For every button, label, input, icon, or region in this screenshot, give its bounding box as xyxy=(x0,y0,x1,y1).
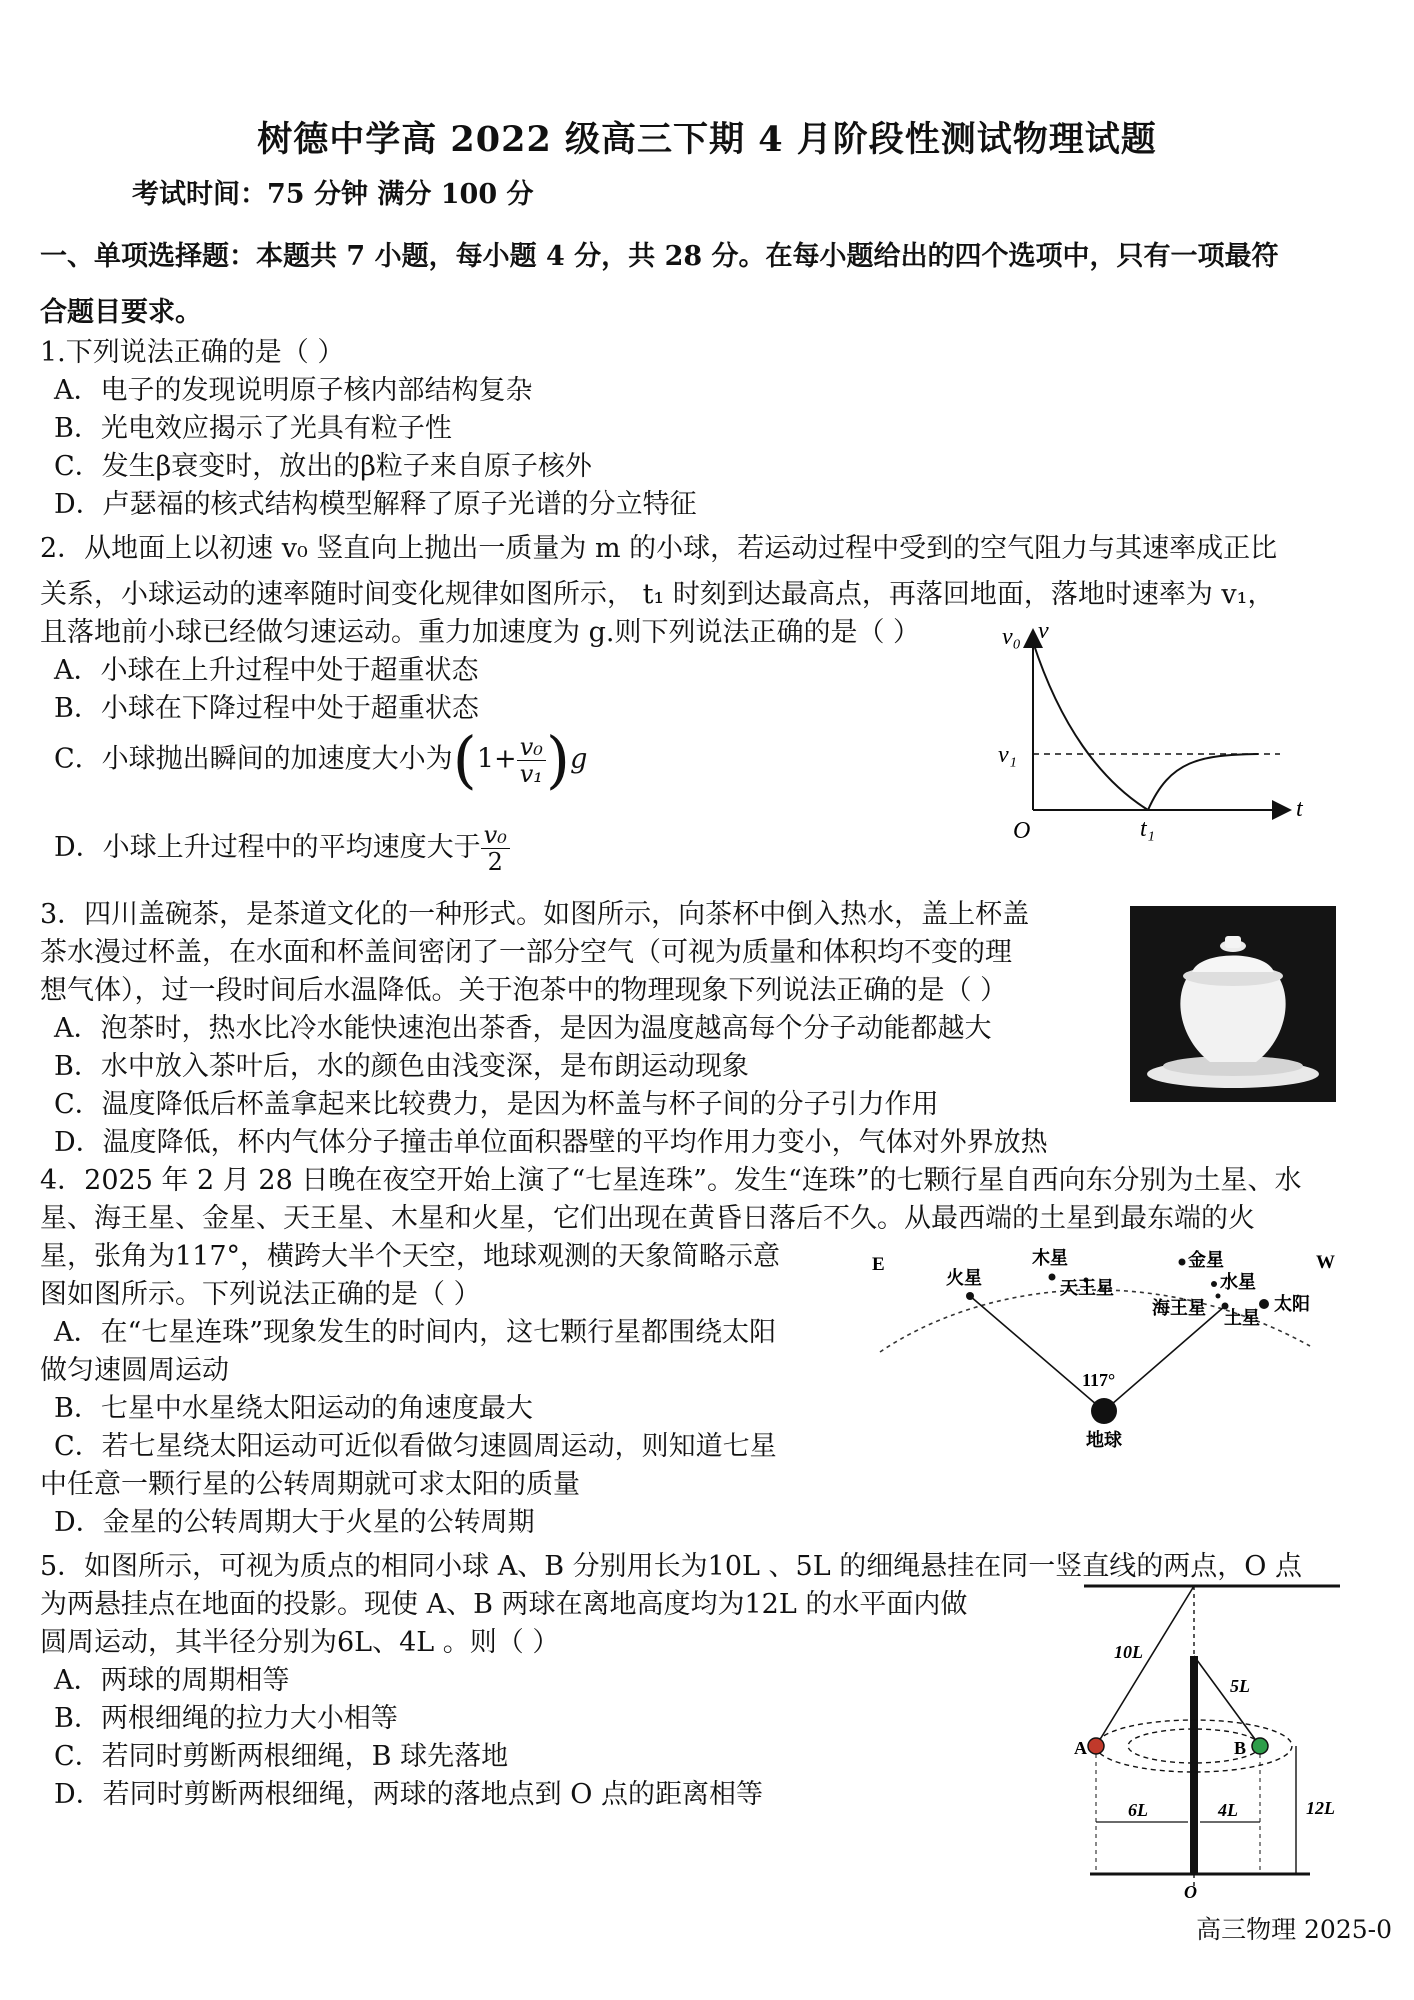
q4-option-d: D．金星的公转周期大于火星的公转周期 xyxy=(54,1507,535,1538)
sight-line-saturn xyxy=(1104,1306,1225,1411)
ball-a xyxy=(1088,1738,1104,1754)
label-origin: O xyxy=(1013,818,1031,844)
q4-stem-line2: 星、海王星、金星、天王星、木星和火星，它们出现在黄昏日落后不久。从最西端的土星到最东端的火 xyxy=(40,1203,1255,1234)
label-t1: t₁ xyxy=(1140,816,1156,842)
q2-option-d-denominator: 2 xyxy=(487,848,503,876)
q4-stem-line4: 图如图所示。下列说法正确的是（ ） xyxy=(40,1279,481,1310)
q1-option-b: B．光电效应揭示了光具有粒子性 xyxy=(54,413,452,444)
tea-cup-photo xyxy=(1130,906,1336,1102)
q1-option-a: A．电子的发现说明原子核内部结构复杂 xyxy=(54,375,533,406)
label-angle: 117° xyxy=(1082,1370,1116,1390)
q3-option-c: C．温度降低后杯盖拿起来比较费力，是因为杯盖与杯子间的分子引力作用 xyxy=(54,1089,939,1120)
q5-option-d: D．若同时剪断两根细绳，两球的落地点到 O 点的距离相等 xyxy=(54,1779,763,1810)
label-v0: v₀ xyxy=(1002,624,1021,650)
page-title: 树德中学高 2022 级高三下期 4 月阶段性测试物理试题 xyxy=(257,119,1157,160)
q5-stem-line3: 圆周运动，其半径分别为6L、4L 。则（ ） xyxy=(40,1627,560,1658)
label-sun: 太阳 xyxy=(1274,1294,1310,1315)
label-b: B xyxy=(1234,1738,1247,1758)
q2-option-c: C．小球抛出瞬间的加速度大小为(1+ $\frac{\text{v₀}}{\text{v₁}}$ )g xyxy=(54,723,588,796)
neptune-dot xyxy=(1216,1294,1221,1299)
exam-info: 考试时间：75 分钟 满分 100 分 xyxy=(132,179,534,210)
label-10l: 10L xyxy=(1114,1642,1143,1662)
q3-option-d: D．温度降低，杯内气体分子撞击单位面积器壁的平均作用力变小，气体对外界放热 xyxy=(54,1127,1048,1158)
label-o: O xyxy=(1184,1882,1197,1902)
q2-option-c-text: C．小球抛出瞬间的加速度大小为 xyxy=(54,743,453,775)
q4-option-a: A．在“七星连珠”现象发生的时间内，这七颗行星都围绕太阳 xyxy=(54,1317,777,1348)
q1-option-c: C．发生β衰变时，放出的β粒子来自原子核外 xyxy=(54,451,592,482)
q5-stem-line1: 5．如图所示，可视为质点的相同小球 A、B 分别用长为10L 、5L 的细绳悬挂在同一竖直线的两点，O 点 xyxy=(40,1551,1302,1582)
mars-dot xyxy=(966,1292,974,1300)
q4-stem-line1: 4．2025 年 2 月 28 日晚在夜空开始上演了“七星连珠”。发生“连珠”的七颗行星自西向东分别为土星、水 xyxy=(40,1165,1302,1196)
label-5l: 5L xyxy=(1230,1676,1250,1696)
label-west: W xyxy=(1316,1252,1335,1273)
q2-option-a: A．小球在上升过程中处于超重状态 xyxy=(54,655,479,686)
q2-option-d-text: D．小球上升过程中的平均速度大于 xyxy=(54,832,481,863)
label-jupiter: 木星 xyxy=(1032,1248,1068,1269)
q2-option-d xyxy=(54,822,510,875)
label-mars: 火星 xyxy=(946,1268,982,1289)
q5-option-a: A．两球的周期相等 xyxy=(54,1665,290,1696)
velocity-time-graph xyxy=(990,620,1320,850)
q5-option-c: C．若同时剪断两根细绳，B 球先落地 xyxy=(54,1741,509,1772)
pole xyxy=(1190,1656,1198,1874)
ball-b xyxy=(1252,1738,1268,1754)
q3-stem-line1: 3．四川盖碗茶，是茶道文化的一种形式。如图所示，向茶杯中倒入热水，盖上杯盖 xyxy=(40,899,1030,930)
up-curve xyxy=(1033,642,1148,810)
mercury-dot xyxy=(1211,1281,1217,1287)
q1-stem: 1.下列说法正确的是（ ） xyxy=(40,337,345,368)
q4-option-c-cont: 中任意一颗行星的公转周期就可求太阳的质量 xyxy=(40,1469,580,1500)
q3-option-b: B．水中放入茶叶后，水的颜色由浅变深，是布朗运动现象 xyxy=(54,1051,749,1082)
q2-stem-line3: 且落地前小球已经做匀速运动。重力加速度为 g.则下列说法正确的是（ ） xyxy=(40,617,921,648)
label-venus: 金星 xyxy=(1188,1250,1224,1271)
planet-alignment-figure xyxy=(870,1244,1350,1454)
q2-option-c-fraction xyxy=(517,734,546,787)
q2-option-d-numerator: v₀ xyxy=(481,822,510,849)
rope-a xyxy=(1096,1586,1194,1746)
q3-option-a: A．泡茶时，热水比冷水能快速泡出茶香，是因为温度越高每个分子动能都越大 xyxy=(54,1013,992,1044)
label-uranus: 天王星 xyxy=(1060,1278,1114,1299)
q4-option-b: B．七星中水星绕太阳运动的角速度最大 xyxy=(54,1393,533,1424)
earth-dot xyxy=(1091,1398,1117,1424)
q2-stem-line1: 2．从地面上以初速 v₀ 竖直向上抛出一质量为 m 的小球，若运动过程中受到的空气阻力与其速率成正比 xyxy=(40,533,1278,564)
q2-option-c-denominator: v₁ xyxy=(519,759,543,788)
rope-b xyxy=(1194,1656,1260,1746)
q5-option-b: B．两根细绳的拉力大小相等 xyxy=(54,1703,398,1734)
q2-option-d-fraction xyxy=(481,822,510,875)
q2-option-c-g: g xyxy=(570,743,588,775)
label-mercury: 水星 xyxy=(1220,1272,1256,1293)
sight-line-mars xyxy=(970,1296,1104,1411)
label-east: E xyxy=(872,1254,885,1275)
page-footer: 高三物理 2025-0 xyxy=(1196,1915,1392,1944)
section-heading-cont: 合题目要求。 xyxy=(40,297,202,328)
section-heading: 一、单项选择题：本题共 7 小题，每小题 4 分，共 28 分。在每小题给出的四个选项中，只有一项最符 xyxy=(40,241,1279,272)
label-4l: 4L xyxy=(1218,1800,1238,1820)
q1-option-d: D．卢瑟福的核式结构模型解释了原子光谱的分立特征 xyxy=(54,489,697,520)
q2-option-c-one: 1+ xyxy=(476,743,517,775)
q4-stem-line3: 星，张角为117°，横跨大半个天空，地球观测的天象简略示意 xyxy=(40,1241,781,1272)
q2-option-c-numerator: v₀ xyxy=(517,734,546,761)
sun-dot xyxy=(1259,1299,1269,1309)
label-12l: 12L xyxy=(1306,1798,1335,1818)
q4-option-c: C．若七星绕太阳运动可近似看做匀速圆周运动，则知道七星 xyxy=(54,1431,777,1462)
q5-stem-line2: 为两悬挂点在地面的投影。现使 A、B 两球在离地高度均为12L 的水平面内做 xyxy=(40,1589,968,1620)
down-curve xyxy=(1148,754,1258,810)
jupiter-dot xyxy=(1049,1274,1056,1281)
venus-dot xyxy=(1179,1259,1186,1266)
label-v: v xyxy=(1038,620,1049,644)
q2-option-b: B．小球在下降过程中处于超重状态 xyxy=(54,693,479,724)
label-t: t xyxy=(1296,796,1303,822)
q3-stem-line2: 茶水漫过杯盖，在水面和杯盖间密闭了一部分空气（可视为质量和体积均不变的理 xyxy=(40,937,1012,968)
label-saturn: 土星 xyxy=(1224,1308,1260,1329)
q4-option-a-cont: 做匀速圆周运动 xyxy=(40,1355,229,1386)
label-6l: 6L xyxy=(1128,1800,1148,1820)
label-neptune: 海王星 xyxy=(1152,1298,1206,1319)
label-a: A xyxy=(1074,1738,1087,1758)
q2-stem-line2: 关系，小球运动的速率随时间变化规律如图所示， t₁ 时刻到达最高点，再落回地面，落地时速率为 v₁， xyxy=(40,579,1275,610)
conical-pendulum-figure xyxy=(1070,1574,1350,1904)
label-earth: 地球 xyxy=(1086,1430,1122,1451)
label-v1: v₁ xyxy=(998,742,1017,768)
q3-stem-line3: 想气体），过一段时间后水温降低。关于泡茶中的物理现象下列说法正确的是（ ） xyxy=(40,975,1008,1006)
